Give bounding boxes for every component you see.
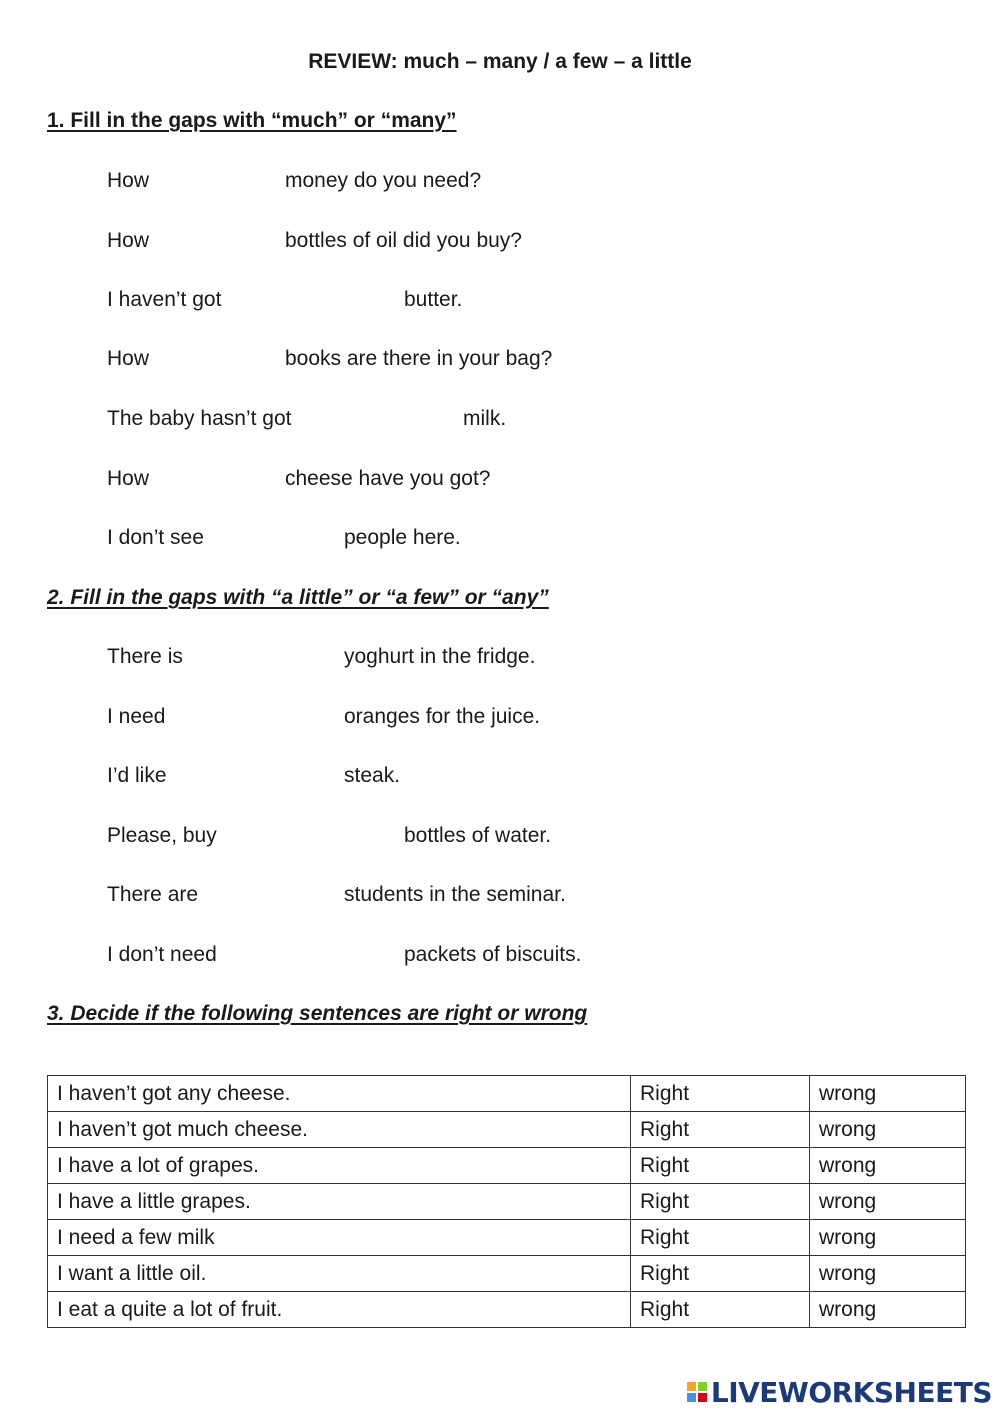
section2-item — [0, 705, 1000, 735]
sentence-end: butter. — [404, 288, 463, 311]
logo-square — [687, 1393, 696, 1402]
sentence-start: How — [107, 467, 150, 490]
worksheet-title: REVIEW: much – many / a few – a little — [308, 50, 692, 73]
table-row — [48, 1076, 966, 1112]
logo-text: LIVEWORKSHEETS — [710, 1375, 992, 1409]
table-row — [48, 1292, 966, 1328]
sentence-end: bottles of water. — [404, 824, 552, 847]
sentence-end: cheese have you got? — [285, 467, 491, 490]
logo-square — [687, 1382, 696, 1391]
section2-item — [0, 764, 1000, 794]
sentence-end: people here. — [344, 526, 461, 549]
table-row — [48, 1256, 966, 1292]
table-row — [48, 1148, 966, 1184]
right-option[interactable]: Right — [631, 1076, 810, 1112]
sentence-cell: I haven’t got any cheese. — [48, 1076, 631, 1112]
sentence-start: I’d like — [107, 764, 167, 787]
sentence-start: Please, buy — [107, 824, 217, 847]
right-option[interactable]: Right — [631, 1148, 810, 1184]
right-wrong-table — [47, 1075, 966, 1328]
sentence-end: milk. — [463, 407, 507, 430]
right-option[interactable]: Right — [631, 1292, 810, 1328]
sentence-end: oranges for the juice. — [344, 705, 541, 728]
section1-item — [0, 288, 1000, 318]
table-row — [48, 1112, 966, 1148]
sentence-cell: I haven’t got much cheese. — [48, 1112, 631, 1148]
sentence-start: There are — [107, 883, 199, 906]
sentence-start: The baby hasn’t got — [107, 407, 292, 430]
table-row — [48, 1184, 966, 1220]
section2-item — [0, 824, 1000, 854]
sentence-end: students in the seminar. — [344, 883, 566, 906]
sentence-cell: I eat a quite a lot of fruit. — [48, 1292, 631, 1328]
wrong-option[interactable]: wrong — [810, 1220, 966, 1256]
sentence-start: I haven’t got — [107, 288, 222, 311]
sentence-end: bottles of oil did you buy? — [285, 229, 522, 252]
sentence-cell: I need a few milk — [48, 1220, 631, 1256]
section1-item — [0, 347, 1000, 377]
wrong-option[interactable]: wrong — [810, 1148, 966, 1184]
sentence-start: How — [107, 169, 150, 192]
section2-item — [0, 645, 1000, 675]
sentence-cell: I have a lot of grapes. — [48, 1148, 631, 1184]
right-option[interactable]: Right — [631, 1184, 810, 1220]
section2-heading: 2. Fill in the gaps with “a little” or “a few” or “any” — [47, 586, 549, 609]
sentence-start: How — [107, 229, 150, 252]
wrong-option[interactable]: wrong — [810, 1112, 966, 1148]
section1-item — [0, 169, 1000, 199]
sentence-cell: I want a little oil. — [48, 1256, 631, 1292]
sentence-end: packets of biscuits. — [404, 943, 582, 966]
wrong-option[interactable]: wrong — [810, 1076, 966, 1112]
wrong-option[interactable]: wrong — [810, 1292, 966, 1328]
sentence-start: How — [107, 347, 150, 370]
sentence-start: I don’t need — [107, 943, 217, 966]
liveworksheets-logo-icon — [687, 1382, 707, 1402]
section1-item — [0, 526, 1000, 556]
sentence-end: books are there in your bag? — [285, 347, 553, 370]
sentence-start: I don’t see — [107, 526, 204, 549]
section1-item — [0, 467, 1000, 497]
wrong-option[interactable]: wrong — [810, 1256, 966, 1292]
sentence-end: yoghurt in the fridge. — [344, 645, 536, 668]
section1-item — [0, 407, 1000, 437]
logo-square — [698, 1382, 707, 1391]
right-option[interactable]: Right — [631, 1112, 810, 1148]
section1-item — [0, 229, 1000, 259]
section3-heading: 3. Decide if the following sentences are right or wrong — [47, 1002, 588, 1025]
section2-item — [0, 943, 1000, 973]
logo-square — [698, 1393, 707, 1402]
sentence-start: There is — [107, 645, 183, 668]
sentence-start: I need — [107, 705, 166, 728]
sentence-cell: I have a little grapes. — [48, 1184, 631, 1220]
table-row — [48, 1220, 966, 1256]
wrong-option[interactable]: wrong — [810, 1184, 966, 1220]
sentence-end: steak. — [344, 764, 401, 787]
section1-heading: 1. Fill in the gaps with “much” or “many” — [47, 109, 457, 132]
right-option[interactable]: Right — [631, 1256, 810, 1292]
liveworksheets-logo — [687, 1375, 992, 1409]
sentence-end: money do you need? — [285, 169, 482, 192]
section2-item — [0, 883, 1000, 913]
right-option[interactable]: Right — [631, 1220, 810, 1256]
